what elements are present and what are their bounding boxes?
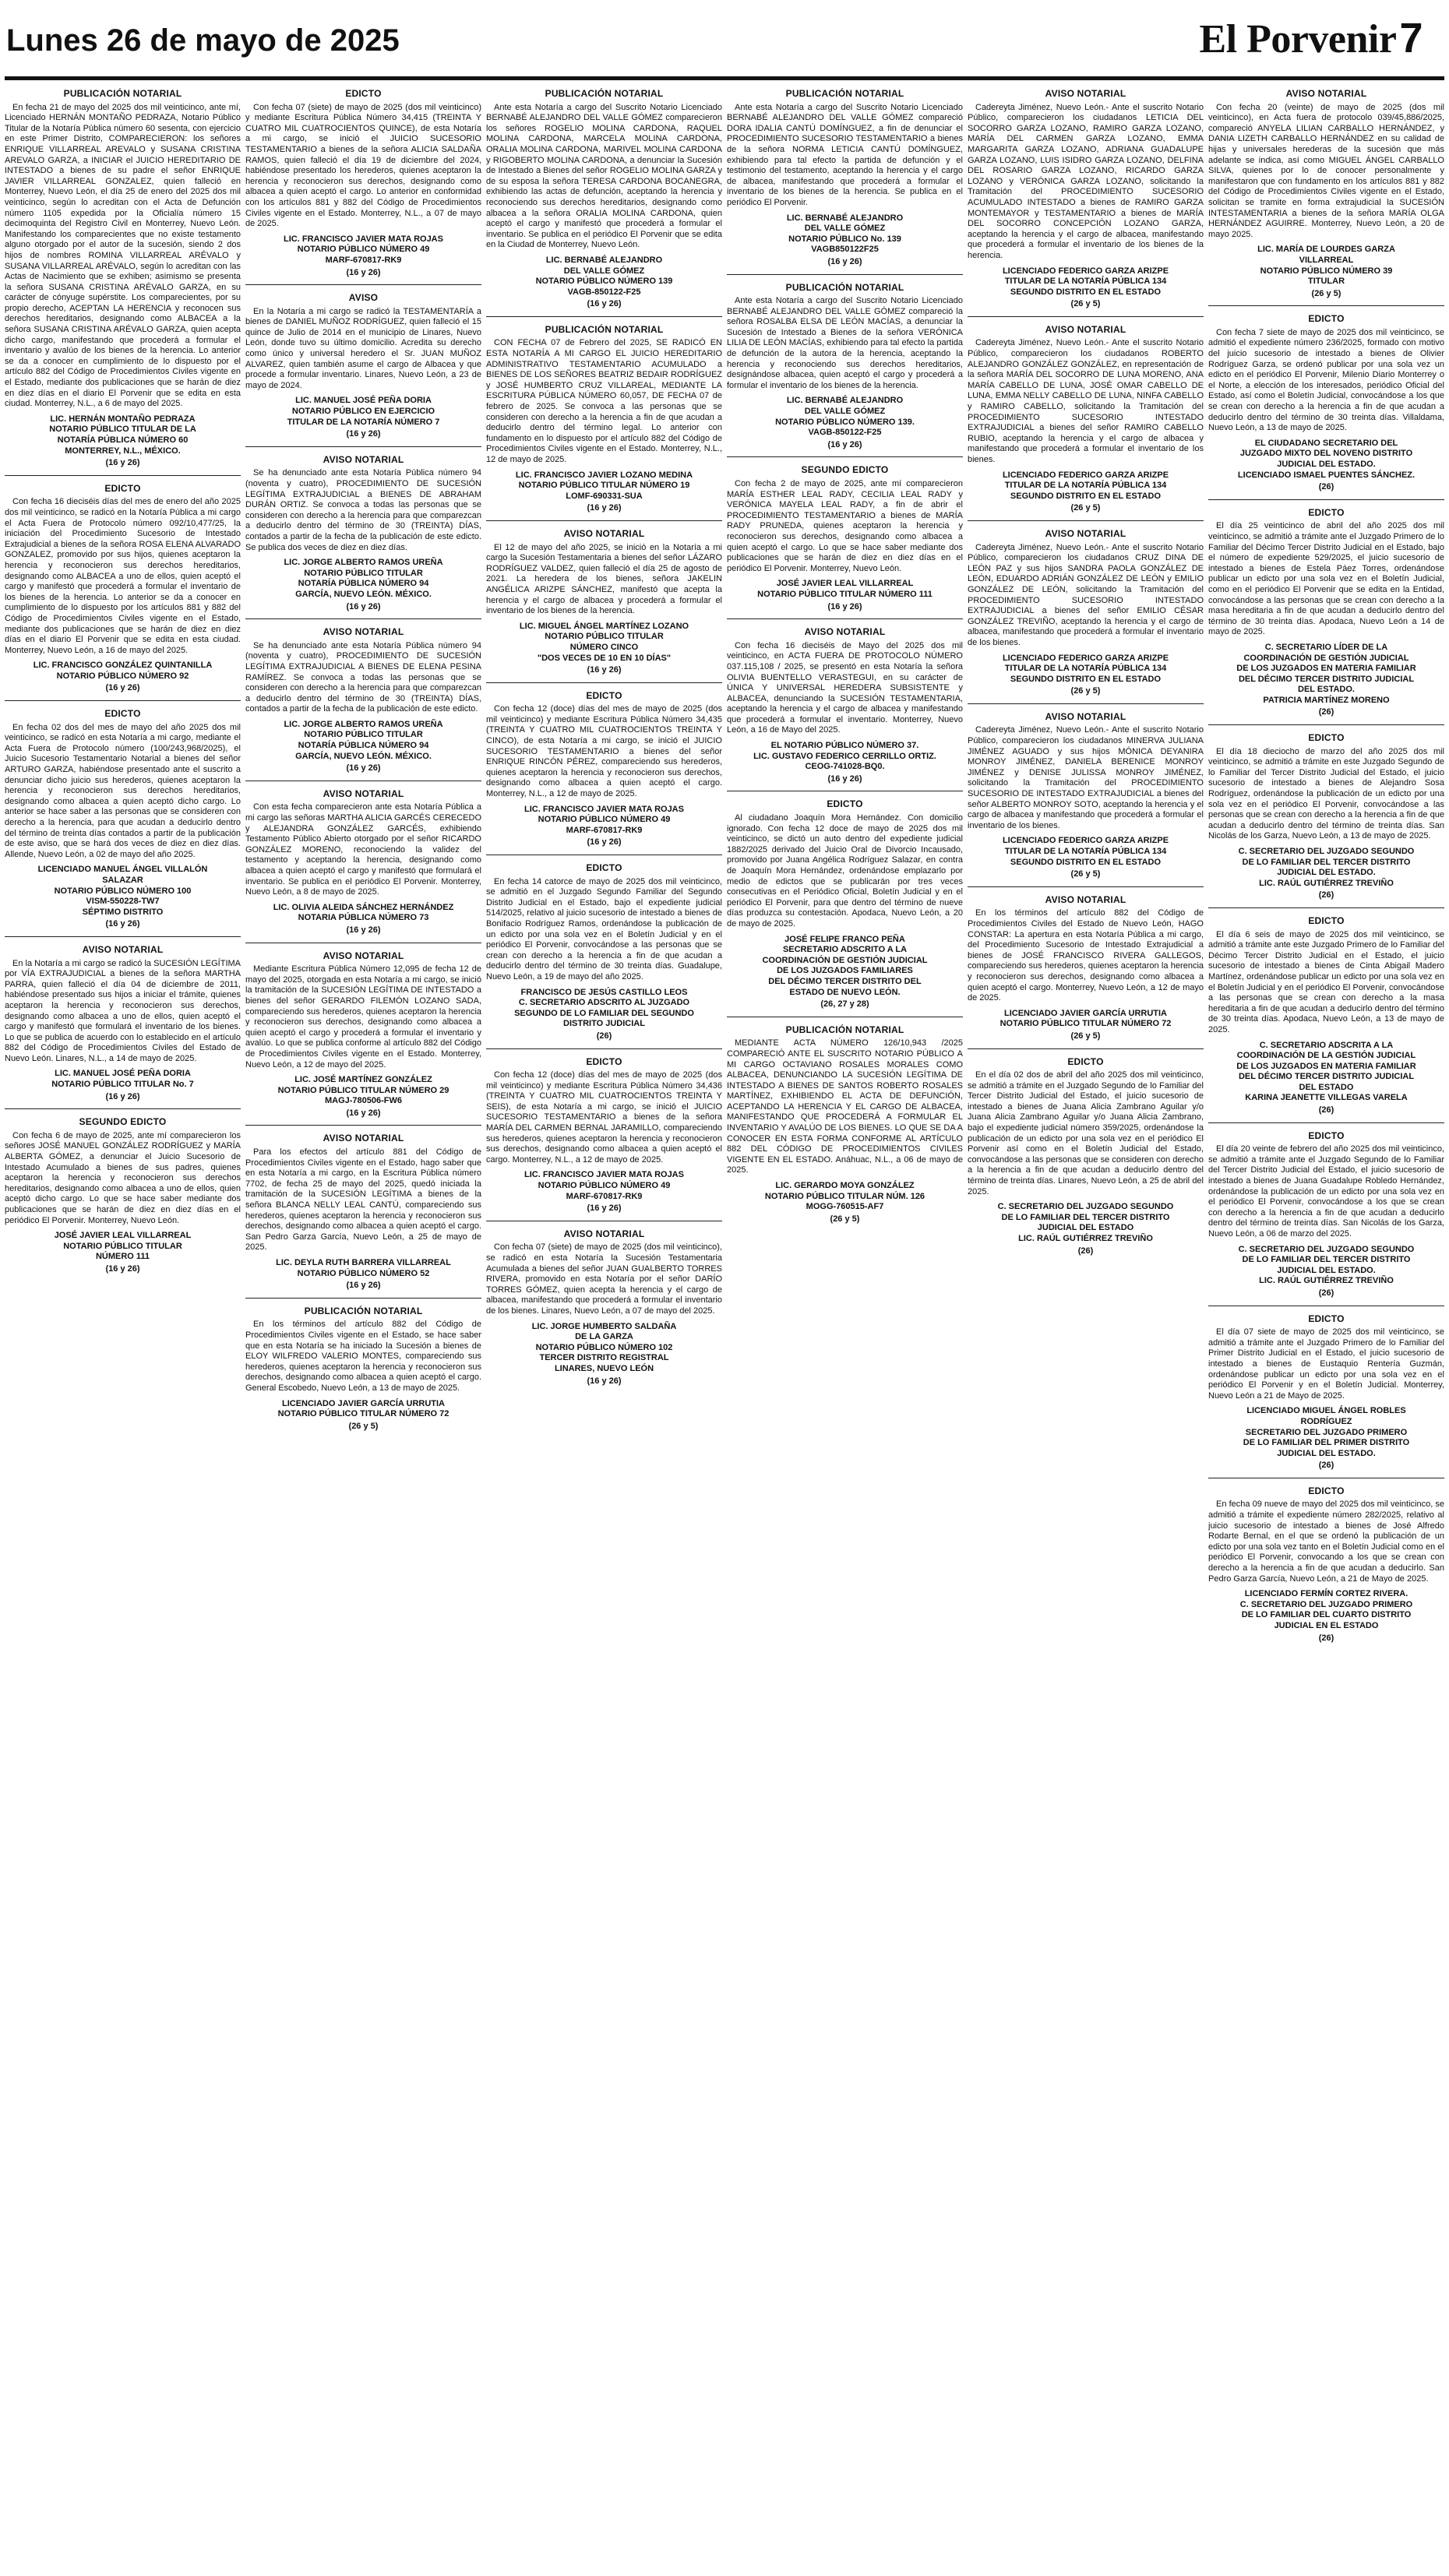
- column-5: [968, 87, 1204, 2564]
- notice-body: En fecha 21 de mayo del 2025 dos mil veinticinco, ante mí, Licenciado HERNÁN MONTAÑO PEDRAZA, Notario Público Titular de la Notaría Pública número 60 sesenta, con ejercicio en este Primer Distrito, COMPARECIERON: los señores ENRIQUE VILLARREAL AREVALO y SUSANA CRISTINA AREVALO GARZA, a INICIAR el JUICIO HEREDITARIO DE INTESTADO a bienes de su padre el señor ENRIQUE JAVIER VILLARREAL GONZALEZ, quien falleció en Monterrey, Nuevo León, el día 25 de enero del 2025 dos mil veinticinco, según lo acreditan con el Acta de Defunción número 1105 expedida por la Oficialía número 15 decimoquinta del Registro Civil en Monterrey, Nuevo León. Manifestando los comparecientes que no existe testamento alguno otorgado por el autor de la sucesión, siendo 2 dos hijos de nombres ROMINA VILLARREAL ARÉVALO y SUSANA VILLARREAL ARÉVALO, según lo acreditan con las Actas de Nacimiento que se exhiben; asimismo se presenta la señora SUSANA CRISTINA ARÉVALO GARZA, en su carácter de cónyuge supérstite. Los comparecientes, por su propio derecho, ACEPTAN LA HERENCIA y reconocen sus derechos hereditarios, designando como ALBACEA a la señora SUSANA CRISTINA ARÉVALO GARZA, quien acepta dicho cargo, manifestando que procederá a formular el inventario y avalúo de los bienes de la herencia. Lo anterior se da a conocer en cumplimiento de lo dispuesto por el artículo 882 del Código de Procedimientos Civiles vigente en el Estado, mediante dos publicaciones que se harán de diez en diez días en el diario El Porvenir que se edita en esta ciudad. Monterrey, N.L., a 6 de mayo del 2025.: [5, 102, 241, 409]
- notice-signature: LIC. JORGE ALBERTO RAMOS UREÑA NOTARIO PÚBLICO TITULAR NOTARÍA PÚBLICA NÚMERO 94 GARCÍA, NUEVO LEÓN. MÉXICO.: [284, 558, 443, 599]
- legal-notice: [727, 627, 963, 791]
- notice-publication-dates: (26): [1077, 1246, 1094, 1256]
- notice-signature: LICENCIADO FEDERICO GARZA ARIZPE TITULAR DE LA NOTARÍA PÚBLICA 134 SEGUNDO DISTRITO EN EL ESTADO: [1002, 470, 1169, 501]
- notice-body: Mediante Escritura Pública Número 12,095 de fecha 12 de mayo del 2025, otorgada en esta Notaría a mi cargo, se inició la tramitación de la SUCESIÓN LEGÍTIMA DE INTESTADO a bienes del señor GERARDO FILEMÓN LOZANO SADA, compareciendo sus herederos, quienes aceptaron la herencia y reconocieron sus derechos, designando como albacea a quien aceptó el cargo y procederá a formular el inventario y avalúo. Lo que se publica conforme al artículo 882 del Código de Procedimientos Civiles vigente en el Estado. Monterrey, Nuevo León, a 12 de mayo del 2025.: [245, 964, 481, 1070]
- legal-notice: [968, 529, 1204, 704]
- legal-notice: [245, 627, 481, 781]
- notice-body: El día 07 siete de mayo de 2025 dos mil veinticinco, se admitió a trámite ante el Juzgado Primero de lo Familiar del Primer Distrito Judicial en el Estado, el juicio sucesorio de intestado a bienes de Eustaquio Rentería Guzmán, ordenándose publicar un edicto por una sola vez en el periódico El Porvenir y en el Boletín Judicial. Monterrey, Nuevo León a 21 de Mayo de 2025.: [1208, 1327, 1444, 1401]
- legal-notice: [245, 951, 481, 1126]
- notice-publication-dates: (26 y 5): [1070, 1031, 1101, 1041]
- notice-signature: JOSÉ FELIPE FRANCO PEÑA SECRETARIO ADSCRITO A LA COORDINACIÓN DE GESTIÓN JUDICIAL DE LOS JUZGADOS FAMILIARES DEL DÉCIMO TERCER DISTRITO DEL ESTADO DE NUEVO LEÓN.: [762, 934, 928, 997]
- notice-publication-dates: (16 y 26): [105, 683, 140, 693]
- notice-signature: LIC. FRANCISCO JAVIER MATA ROJAS NOTARIO PÚBLICO NÚMERO 49 MARF-670817-RK9: [284, 234, 443, 265]
- notice-body: Ante esta Notaría a cargo del Suscrito Notario Licenciado BERNABÉ ALEJANDRO DEL VALLE GÓMEZ comparecieron los señores ROGELIO MOLINA CARDONA, RAQUEL MOLINA CARDONA, MARCELA MOLINA CARDONA, ORALIA MOLINA CARDONA, MARIVEL MOLINA CARDONA y RIGOBERTO MOLINA CARDONA, a denunciar la Sucesión de Intestado a Bienes del señor ROGELIO MOLINA GARZA y de su esposa la señora TERESA CARDONA BOCANEGRA, exhibiendo las actas de defunción, aceptando la herencia y reconociendo sus derechos hereditarios, designando como albacea a la señora ORALIA MOLINA CARDONA, quien aceptó el cargo y manifestó que procederá a formular el inventario. Se publica en el periódico El Porvenir que se edita en la Ciudad de Monterrey, Nuevo León.: [486, 102, 722, 250]
- notice-title: SEGUNDO EDICTO: [801, 464, 889, 476]
- notice-body: Con fecha 20 (veinte) de mayo de 2025 (dos mil veinticinco), en Acta fuera de protocolo 039/45,886/2025, compareció ANYELA LILIAN CARBALLO HERNÁNDEZ, y DANIA LIZETH CARBALLO HERNÁNDEZ en su calidad de hijas y universales herederas de la sucesión que más adelante se indica, así como MIGUEL ÁNGEL CARBALLO SILVA, quienes por lo de conocer personalmente y manifestaron que con fundamento en los artículos 881 y 882 del Código de Procedimientos Civiles vigente en el Estado, solicitan se tramite en forma extrajudicial la SUCESIÓN INTESTAMENTARIA a bienes de la señora MARÍA OLGA HERNÁNDEZ AGUIRRE. Monterrey, Nuevo León, a 20 de mayo 2025.: [1208, 102, 1444, 239]
- notice-body: El día 6 seis de mayo de 2025 dos mil veinticinco, se admitió a trámite ante este Juzgado Primero de lo Familiar del Décimo Tercer Distrito Judicial en el Estado, el juicio sucesorio de intestado a bienes de Cinta Abigail Madero Martínez, ordenándose publicar un edicto por una sola vez en el Boletín Judicial y en el periódico El Porvenir, convocándose a las personas que se crean con derecho a la masa hereditaria a fin de que acudan a deducirlo dentro del término de 30 treinta días. Apodaca, Nuevo León, a 13 de mayo de 2025.: [1208, 929, 1444, 1034]
- notice-title: EDICTO: [1308, 1313, 1345, 1324]
- notice-signature: LIC. BERNABÉ ALEJANDRO DEL VALLE GÓMEZ NOTARIO PÚBLICO NÚMERO 139. VAGB-850122-F25: [775, 396, 915, 438]
- notice-title: SEGUNDO EDICTO: [79, 1116, 167, 1128]
- notice-signature: LIC. JORGE ALBERTO RAMOS UREÑA NOTARIO PÚBLICO TITULAR NOTARÍA PÚBLICA NÚMERO 94 GARCÍA, NUEVO LEÓN. MÉXICO.: [284, 719, 443, 761]
- legal-notice: [5, 1117, 241, 1281]
- notice-title: EDICTO: [586, 862, 622, 873]
- notice-signature: C. SECRETARIO DEL JUZGADO SEGUNDO DE LO FAMILIAR DEL TERCER DISTRITO JUDICIAL DEL ESTADO. LIC. RAÚL GUTIÉRREZ TREVIÑO: [1238, 1244, 1415, 1286]
- notice-body: El día 25 veinticinco de abril del año 2025 dos mil veinticinco, se admitió a trámite ante el Juzgado Primero de lo Familiar del Décimo Tercer Distrito Judicial en el Estado, bajo el número de expediente 529/2025, el juicio sucesorio de intestado a bienes de Estela Páez Torres, ordenándose publicar un edicto por una sola vez en el Boletín Judicial, como en el periódico El Porvenir que se edita en la Entidad, convocándose a las personas que se crean con derecho a la masa hereditaria a fin de que acudan a deducirlo dentro del término de 30 treinta días. Apodaca, Nuevo León a 14 de mayo de 2025.: [1208, 521, 1444, 637]
- legal-notice: [968, 1057, 1204, 1263]
- legal-notice: [1208, 1314, 1444, 1478]
- legal-notice: [727, 1025, 963, 1232]
- notice-signature: LIC. BERNABÉ ALEJANDRO DEL VALLE GÓMEZ NOTARIO PÚBLICO No. 139 VAGB850122F25: [786, 213, 904, 255]
- legal-notice: [727, 465, 963, 619]
- notice-body: Con fecha 7 siete de mayo de 2025 dos mil veinticinco, se admitió el expediente número 236/2025, formado con motivo del juicio sucesorio de intestado a bienes de Olivier Rodríguez Garza, se ordenó publicar por una sola vez un edicto en el periódico El Porvenir, Milenio Diario Monterrey o el Norte, a elección de los interesados, periódico Oficial del Estado, así como el Boletín Judicial, convocándose a los que se crean con derecho a la herencia a fin de que acudan a deducirlo dentro del término de 30 treinta días. Villaldama, Nuevo León, a 13 de mayo de 2025.: [1208, 327, 1444, 433]
- notice-body: Con fecha 12 (doce) días del mes de mayo de 2025 (dos mil veinticinco) y mediante Escritura Pública Número 34,435 (TREINTA Y CUATRO MIL CUATROCIENTOS TREINTA Y CINCO), de esta Notaría a mi cargo, se inició el JUICIO SUCESORIO TESTAMENTARIO a bienes del señor ENRIQUE RINCÓN PÉREZ, compareciendo sus herederos, quienes aceptaron la herencia y reconocieron sus derechos, designando como albacea a quien aceptó el cargo. Monterrey, N.L., a 12 de mayo de 2025.: [486, 704, 722, 799]
- notice-title: AVISO NOTARIAL: [323, 950, 404, 961]
- notice-body: En fecha 02 dos del mes de mayo del año 2025 dos mil veinticinco, se radicó en esta Notaría a mi cargo, mediante el Acta Fuera de Protocolo número (100/243,968/2025), el Juicio Sucesorio Testamentario Notarial a bienes del señor ARTURO GARZA, habiéndose presentado ante el suscrito a denunciar dicho juicio sus herederos, quienes aceptaron la herencia y reconocieron sus derechos hereditarios, designando como albacea a quien aceptó dicho cargo. Lo anterior se hace saber a las personas que se consideren con derecho a la herencia, para que acudan a deducirlo dentro del término de treinta días contados a partir de la publicación de este aviso, que se hará dos veces de diez en diez días. Allende, Nuevo León, a 02 de mayo del año 2025.: [5, 722, 241, 859]
- notice-title: PUBLICACIÓN NOTARIAL: [785, 1024, 904, 1035]
- notice-publication-dates: (26): [1318, 1633, 1334, 1643]
- notice-title: AVISO NOTARIAL: [1045, 710, 1126, 722]
- notice-publication-dates: (26): [1318, 482, 1334, 492]
- notice-title: PUBLICACIÓN NOTARIAL: [304, 1305, 423, 1316]
- notice-body: Ante esta Notaría a cargo del Suscrito Notario Licenciado BERNABÉ ALEJANDRO DEL VALLE GÓMEZ compareció la señora ROSALBA ELSA DE LEÓN MACÍAS, a denunciar la Sucesión de Intestado a Bienes de la señora VERÓNICA LILIA DE LEÓN MACÍAS, exhibiendo para tal efecto la partida de defunción de la autora de la herencia, aceptando la herencia y reconociendo sus derechos hereditarios, designándose albacea, quien aceptó el cargo y procederá a formular el inventario de los bienes de la herencia.: [727, 296, 963, 390]
- notice-body: En los términos del artículo 882 del Código de Procedimientos Civiles vigente en el Estado, se hace saber que en esta Notaría se ha iniciado la Sucesión a bienes de ELOY WILFREDO VALERIO MONTES, compareciendo sus herederos, quienes aceptaron la herencia y reconocieron sus derechos, designando como albacea a quien aceptó el cargo. General Escobedo, Nuevo León, a 13 de mayo de 2025.: [245, 1320, 481, 1393]
- notice-publication-dates: (26 y 5): [348, 1421, 379, 1431]
- notice-publication-dates: (16 y 26): [827, 256, 862, 266]
- notice-body: Se ha denunciado ante esta Notaría Pública número 94 (noventa y cuatro), PROCEDIMIENTO DE SUCESIÓN LEGÍTIMA EXTRAJUDICIAL A BIENES DE ELENA PESINA RAMÍREZ. Se convoca a todas las personas que se consideren con derecho a la herencia para que comparezcan a deducirlo dentro del término de 30 (TREINTA) DÍAS, contados a partir de la fecha de la publicación de este edicto.: [245, 640, 481, 714]
- notice-body: En los términos del artículo 882 del Código de Procedimientos Civiles del Estado de Nuevo León, HAGO CONSTAR: La apertura en esta Notaría Pública a mi cargo, del Procedimiento Sucesorio de Intestado Extrajudicial a bienes de JOSÉ FRANCISCO RIVERA GALLEGOS, compareciendo sus herederos, quienes aceptaron la herencia y reconocieron sus derechos, designando como albacea a quien aceptó el cargo. Monterrey, Nuevo León, a 12 de mayo de 2025.: [968, 908, 1204, 1003]
- notice-signature: LIC. FRANCISCO GONZÁLEZ QUINTANILLA NOTARIO PÚBLICO NÚMERO 92: [33, 661, 213, 681]
- column-2: [245, 87, 481, 2564]
- notice-signature: FRANCISCO DE JESÚS CASTILLO LEOS C. SECRETARIO ADSCRITO AL JUZGADO SEGUNDO DE LO FAMILIAR DEL SEGUNDO DISTRITO JUDICIAL: [514, 987, 694, 1029]
- page-number: 7: [1399, 15, 1423, 62]
- notice-signature: LIC. FRANCISCO JAVIER MATA ROJAS NOTARIO PÚBLICO NÚMERO 49 MARF-670817-RK9: [524, 804, 684, 835]
- notice-title: EDICTO: [1067, 1055, 1104, 1067]
- legal-notice: [245, 89, 481, 285]
- legal-notice: [5, 945, 241, 1109]
- legal-notice: [1208, 508, 1444, 725]
- notice-signature: JOSÉ JAVIER LEAL VILLARREAL NOTARIO PÚBLICO TITULAR NÚMERO 111: [54, 1231, 192, 1262]
- legal-notice: [1208, 1486, 1444, 1650]
- notice-title: AVISO NOTARIAL: [1045, 893, 1126, 905]
- notice-body: Con fecha 16 dieciséis de Mayo del 2025 dos mil veinticinco, en ACTA FUERA DE PROTOCOLO NÚMERO 037.115,108 / 2025, se presentó en esta Notaría la señora OLIVIA BUENTELLO VERASTEGUI, en su carácter de ÚNICA Y UNIVERSAL HEREDERA SUBSISTENTE y ALBACEA, denunciando la SUCESIÓN TESTAMENTARIA, aceptando la herencia y el cargo de albacea y manifestando que procederá a formular el inventario. Monterrey, Nuevo León, a 16 de Mayo del 2025.: [727, 640, 963, 735]
- notice-body: En fecha 09 nueve de mayo del 2025 dos mil veinticinco, se admitió a trámite el expediente número 282/2025, relativo al juicio sucesorio de intestado a bienes de José Alfredo Rodarte Bernal, en el que se ordenó la publicación de un edicto por una sola vez tanto en el Boletín Judicial como en el periódico El Porvenir, convocando a los que se crean con derecho a la herencia a fin de que acudan a deducirlo. San Pedro Garza García, Nuevo León, a 21 de Mayo de 2025.: [1208, 1499, 1444, 1584]
- notice-signature: LIC. JOSÉ MARTÍNEZ GONZÁLEZ NOTARIO PÚBLICO TITULAR NÚMERO 29 MAGJ-780506-FW6: [277, 1075, 450, 1106]
- legal-notice: [968, 712, 1204, 887]
- notice-publication-dates: (26): [1318, 1461, 1334, 1471]
- notice-signature: LIC. FRANCISCO JAVIER LOZANO MEDINA NOTARIO PÚBLICO TITULAR NÚMERO 19 LOMF-690331-SUA: [515, 470, 693, 501]
- notice-title: EDICTO: [345, 88, 382, 99]
- notice-publication-dates: (26 y 5): [1070, 299, 1101, 309]
- notice-publication-dates: (16 y 26): [346, 1108, 381, 1118]
- legal-notice: [727, 89, 963, 275]
- notice-body: Con fecha 07 (siete) de mayo de 2025 (dos mil veinticinco), se radicó en esta Notaría la Sucesión Testamentaria Acumulada a bienes del señor JUAN GUALBERTO TORRES RIVERA, promovido en esta Notaría por el señor DARÍO TORRES GÓMEZ, quien acepta la herencia y el cargo de albacea, manifestando que procederá a formular el inventario de los bienes. Linares, Nuevo León, a 07 de mayo del 2025.: [486, 1242, 722, 1316]
- notice-title: AVISO: [348, 292, 379, 304]
- notice-signature: LICENCIADO JAVIER GARCÍA URRUTIA NOTARIO PÚBLICO TITULAR NÚMERO 72: [999, 1008, 1172, 1029]
- notice-signature: LICENCIADO MANUEL ÁNGEL VILLALÓN SALAZAR NOTARIO PÚBLICO NÚMERO 100 VISM-550228-TW7 SÉPTIMO DISTRITO: [37, 865, 208, 917]
- notice-publication-dates: (26): [1318, 1288, 1334, 1298]
- legal-notice: [486, 691, 722, 855]
- notice-signature: LIC. MARÍA DE LOURDES GARZA VILLARREAL NOTARIO PÚBLICO NÚMERO 39 TITULAR: [1257, 245, 1395, 287]
- notice-signature: EL NOTARIO PÚBLICO NÚMERO 37. LIC. GUSTAVO FEDERICO CERRILLO ORTIZ. CEOG-741028-BQ0.: [753, 741, 936, 772]
- notice-publication-dates: (26 y 5): [1070, 869, 1101, 879]
- notice-publication-dates: (16 y 26): [105, 458, 140, 468]
- legal-notice: [486, 1057, 722, 1221]
- notice-signature: LICENCIADO FEDERICO GARZA ARIZPE TITULAR DE LA NOTARÍA PÚBLICA 134 SEGUNDO DISTRITO EN EL ESTADO: [1002, 266, 1169, 297]
- notice-body: En la Notaría a mi cargo se radicó la TESTAMENTARÍA a bienes de DANIEL MUÑOZ RODRÍGUEZ, quien falleció el 15 quince de Julio de 2014 en el municipio de Linares, Nuevo León, donde tuvo su último domicilio. Acredita su derecho como único y universal heredero el Sr. JUAN MUÑOZ ALVAREZ, quien también asume el cargo de Albacea y que procede a formular inventario. Linares, Nuevo León, a 23 de mayo de 2024.: [245, 306, 481, 390]
- legal-notice: [968, 325, 1204, 521]
- notice-body: El día 18 dieciocho de marzo del año 2025 dos mil veinticinco, se admitió a trámite en este Juzgado Segundo de lo Familiar del Tercer Distrito Judicial del Estado, el juicio sucesorio de intestado a bienes de Alejandro Sosa Rodríguez, ordenándose la publicación de un edicto por una sola vez en el periódico El Porvenir, convocándose a las personas que se crean con derecho a la herencia a fin de que acudan a deducirlo dentro del término de treinta días. San Nicolás de los Garza, Nuevo León, a 13 de mayo de 2025.: [1208, 746, 1444, 841]
- notice-publication-dates: (16 y 26): [827, 601, 862, 611]
- notice-signature: LIC. OLIVIA ALEIDA SÁNCHEZ HERNÁNDEZ NOTARIA PÚBLICA NÚMERO 73: [273, 902, 454, 923]
- notice-signature: LICENCIADO MIGUEL ÁNGEL ROBLES RODRÍGUEZ SECRETARIO DEL JUZGADO PRIMERO DE LO FAMILIAR DEL PRIMER DISTRITO JUDICIAL DEL ESTADO.: [1243, 1406, 1410, 1458]
- legal-notice: [245, 1133, 481, 1298]
- newspaper-brand: [1199, 14, 1423, 62]
- notice-publication-dates: (16 y 26): [346, 601, 381, 611]
- column-6: [1208, 87, 1444, 2564]
- notice-body: Cadereyta Jiménez, Nuevo León.- Ante el suscrito Notario Público, comparecieron los ciudadanos MINERVA JULIANA JIMÉNEZ AGUADO y sus hijos MÓNICA DEYANIRA MONROY JIMÉNEZ, DANIELA BERENICE MONROY JIMÉNEZ y DENISE JULISSA MONROY JIMÉNEZ, solicitando la Tramitación del PROCEDIMIENTO SUCESORIO DE INTESTADO EXTRAJUDICIAL a bienes del señor ALBERTO MONROY SOTO, aceptando la herencia y el cargo de albacea y manifestando que procederá a formular el inventario de los bienes.: [968, 725, 1204, 830]
- notice-publication-dates: (16 y 26): [587, 665, 622, 675]
- notice-signature: LIC. BERNABÉ ALEJANDRO DEL VALLE GÓMEZ NOTARIO PÚBLICO NÚMERO 139 VAGB-850122-F25: [535, 255, 673, 297]
- notice-title: AVISO NOTARIAL: [323, 453, 404, 465]
- notice-title: AVISO NOTARIAL: [323, 788, 404, 799]
- notice-publication-dates: (26 y 5): [830, 1214, 860, 1224]
- notice-title: EDICTO: [104, 482, 141, 494]
- notice-body: Con fecha 16 dieciséis días del mes de enero del año 2025 dos mil veinticinco, se radicó en la Notaría Pública a mi cargo el Acta Fuera de Protocolo número 092/10,477/25, la iniciación del Procedimiento Sucesorio de Intestado Extrajudicial a bienes de la señora ROSA ELENA ALVARADO GONZALEZ, promovido por sus hijos, quienes aceptaron la herencia y reconocieron sus derechos hereditarios, designando como ALBACEA a uno de ellos, quien aceptó el cargo y manifestó que procederá a formular el inventario de los bienes de la herencia. Lo anterior se da a conocer en cumplimiento de lo dispuesto por los artículos 881 y 882 del Código de Procedimientos Civiles vigente en el Estado, mediante dos publicaciones que se harán de diez en diez días en el diario El Porvenir que se edita en esta ciudad. Monterrey, Nuevo León, a 16 de mayo del 2025.: [5, 497, 241, 655]
- notice-body: Para los efectos del artículo 881 del Código de Procedimientos Civiles vigente en el Estado, hago saber que en esta Notaría a mi cargo, en la Escritura Pública número 7702, de fecha 25 de mayo del 2025, quedó iniciada la tramitación de la SUCESIÓN LEGÍTIMA a bienes de la señora BLANCA NELLY LEAL CANTÚ, compareciendo sus herederos, quienes aceptaron la herencia y reconocieron sus derechos, designando como albacea a quien aceptó el cargo. San Pedro Garza García, Nuevo León, a 25 de mayo de 2025.: [245, 1147, 481, 1253]
- column-4: [727, 87, 963, 2564]
- notice-body: El 12 de mayo del año 2025, se inició en la Notaría a mi cargo la Sucesión Testamentaria a bienes del señor LÁZARO RODRÍGUEZ VALDEZ, quien falleció el día 25 de agosto de 2021. La heredera de los bienes, señora JAKELIN ANGÉLICA ARIZPE SÁNCHEZ, manifestó que acepta la herencia y el cargo de albacea y procederá a formular el inventario de los bienes de la herencia.: [486, 542, 722, 616]
- column-3: [486, 87, 722, 2564]
- legal-notice: [1208, 314, 1444, 500]
- legal-notice: [5, 709, 241, 937]
- legal-notice: [5, 484, 241, 701]
- notice-title: EDICTO: [1308, 732, 1345, 744]
- notice-title: EDICTO: [1308, 914, 1345, 926]
- notice-title: PUBLICACIÓN NOTARIAL: [785, 281, 904, 293]
- notice-title: EDICTO: [1308, 1485, 1345, 1496]
- legal-notice: [968, 89, 1204, 317]
- notice-body: Ante esta Notaría a cargo del Suscrito Notario Licenciado BERNABÉ ALEJANDRO DEL VALLE GÓMEZ compareció DORA IDALIA CANTÚ DOMÍNGUEZ, a fin de denunciar el PROCEDIMIENTO SUCESORIO TESTAMENTARIO a bienes de la señora NORMA LETICIA CANTÚ DOMÍNGUEZ, exhibiendo para tal efecto la partida de defunción y el testimonio del testamento, aceptando la herencia y el cargo de albacea, manifestando que procederá a formular el inventario de los bienes de la herencia. Se publica en el periódico El Porvenir.: [727, 102, 963, 207]
- notice-publication-dates: (26): [1318, 707, 1334, 717]
- notice-publication-dates: (26): [1318, 890, 1334, 900]
- notice-body: En la Notaría a mi cargo se radicó la SUCESIÓN LEGÍTIMA por VÍA EXTRAJUDICIAL a bienes de la señora MARTHA PARRA, quien falleció el día 04 de diciembre de 2011, habiéndose presentado sus hijos a iniciar el trámite, quienes aceptaron la herencia y reconocieron sus derechos, designando como albacea a uno de ellos, quien aceptó el cargo y manifestó que formulará el inventario de los bienes. Lo que se publica de acuerdo con lo establecido en el artículo 882 del Código de Procedimientos Civiles del Estado de Nuevo León. Linares, N.L., a 14 de mayo de 2025.: [5, 958, 241, 1063]
- notice-signature: LICENCIADO FEDERICO GARZA ARIZPE TITULAR DE LA NOTARÍA PÚBLICA 134 SEGUNDO DISTRITO EN EL ESTADO: [1002, 653, 1169, 684]
- notice-signature: JOSÉ JAVIER LEAL VILLARREAL NOTARIO PÚBLICO TITULAR NÚMERO 111: [757, 579, 933, 599]
- notice-title: AVISO NOTARIAL: [1045, 88, 1126, 99]
- notice-title: EDICTO: [586, 689, 622, 701]
- notice-title: EDICTO: [104, 708, 141, 720]
- notice-signature: C. SECRETARIO ADSCRITA A LA COORDINACIÓN DE LA GESTIÓN JUDICIAL DE LOS JUZGADOS EN MATERIA FAMILIAR DEL DÉCIMO TERCER DISTRITO JUDICIAL DEL ESTADO KARINA JEANETTE VILLEGAS VARELA: [1236, 1040, 1416, 1103]
- column-1: [5, 87, 241, 2564]
- notice-publication-dates: (26): [1318, 1105, 1334, 1115]
- notice-title: AVISO NOTARIAL: [563, 527, 645, 539]
- notices-columns: [5, 87, 1444, 2564]
- notice-title: PUBLICACIÓN NOTARIAL: [545, 88, 664, 99]
- notice-title: AVISO NOTARIAL: [1045, 527, 1126, 539]
- notice-publication-dates: (16 y 26): [587, 1376, 622, 1386]
- notice-title: AVISO NOTARIAL: [82, 943, 164, 955]
- notice-publication-dates: (16 y 26): [346, 763, 381, 774]
- notice-publication-dates: (16 y 26): [346, 1281, 381, 1291]
- notice-signature: LIC. JORGE HUMBERTO SALDAÑA DE LA GARZA NOTARIO PÚBLICO NÚMERO 102 TERCER DISTRITO REGISTRAL LINARES, NUEVO LEÓN: [531, 1321, 677, 1373]
- notice-publication-dates: (16 y 26): [587, 837, 622, 848]
- notice-body: Con esta fecha comparecieron ante esta Notaría Pública a mi cargo las señoras MARTHA ALICIA GARCÉS CERECEDO y ALEJANDRA GONZÁLEZ GARCÉS, exhibiendo Testamento Público Abierto otorgado por el señor RICARDO GONZÁLEZ MORENO, reconociendo la validez del testamento y aceptando la herencia, designando como albacea a quien aceptó el cargo y manifestó que formulará el inventario. Se publica en el periódico El Porvenir. Monterrey, Nuevo León, a 8 de mayo de 2025.: [245, 802, 481, 897]
- notice-title: EDICTO: [1308, 313, 1345, 325]
- notice-title: EDICTO: [586, 1055, 622, 1067]
- notice-body: En fecha 14 catorce de mayo de 2025 dos mil veinticinco, se admitió en el Juzgado Segundo Familiar del Segundo Distrito Judicial en el Estado, bajo el expediente judicial 514/2025, relativo al juicio sucesorio de intestado a bienes de Bonifacio Rodríguez Ramos, ordenándose la publicación de un edicto por una sola vez en el Boletín Judicial y en el periódico El Porvenir, convocándose a las personas que se crean con derecho a la herencia a fin de que acudan a deducirlo dentro del término de 30 treinta días. Guadalupe, Nuevo León, a 19 de mayo del año 2025.: [486, 876, 722, 981]
- notice-publication-dates: (16 y 26): [105, 919, 140, 929]
- notice-body: Cadereyta Jiménez, Nuevo León.- Ante el suscrito Notario Público, comparecieron los ciudadanos CRUZ DINA DE LEÓN PAZ y sus hijos SANDRA PAOLA GONZÁLEZ DE LEÓN, EDUARDO ADRIÁN GONZÁLEZ DE LEÓN y EMILIO GONZÁLEZ DE LEÓN, solicitando la Tramitación del PROCEDIMIENTO SUCESORIO INTESTADO EXTRAJUDICIAL a bienes del señor EMILIO CÉSAR GONZÁLEZ TREVIÑO, aceptando la herencia y el cargo de albacea, manifestando que procederá a formular el inventario de los bienes.: [968, 542, 1204, 647]
- notice-publication-dates: (16 y 26): [346, 267, 381, 277]
- legal-notice: [1208, 916, 1444, 1123]
- notice-title: PUBLICACIÓN NOTARIAL: [785, 88, 904, 99]
- legal-notice: [1208, 1131, 1444, 1306]
- notice-title: EDICTO: [1308, 1129, 1345, 1141]
- notice-title: AVISO NOTARIAL: [323, 626, 404, 638]
- notice-title: AVISO NOTARIAL: [323, 1133, 404, 1144]
- notice-body: Con fecha 07 (siete) de mayo de 2025 (dos mil veinticinco) y mediante Escritura Pública Número 34,415 (TREINTA Y CUATRO MIL CUATROCIENTOS QUINCE), de esta Notaría a mi cargo, se inició el JUICIO SUCESORIO TESTAMENTARIO a bienes de la señora ALICIA SALDAÑA RAMOS, quien falleció el día 19 de diciembre del 2024, habiéndose presentado los herederos, quienes aceptaron la herencia y reconocieron sus derechos, designando como albacea a quien aceptó el cargo. Lo anterior en conformidad con los artículos 881 y 882 del Código de Procedimientos Civiles vigente en el Estado. Monterrey, N.L., a 07 de mayo de 2025.: [245, 102, 481, 229]
- notice-publication-dates: (26 y 5): [1070, 503, 1101, 513]
- notice-signature: LIC. DEYLA RUTH BARRERA VILLARREAL NOTARIO PÚBLICO NÚMERO 52: [276, 1258, 451, 1278]
- legal-notice: [245, 1306, 481, 1439]
- legal-notice: [5, 89, 241, 476]
- notice-publication-dates: (26 y 5): [1070, 686, 1101, 696]
- notice-body: Cadereyta Jiménez, Nuevo León.- Ante el suscrito Notario Público, comparecieron los ciudadanos LETICIA DEL SOCORRO GARZA LOZANO, RAMIRO GARZA LOZANO, MARÍA DEL CARMEN GARZA LOZANO, EMMA MARGARITA GARZA LOZANO, ADRIANA GUADALUPE GARZA LOZANO, LUIS ISIDRO GARZA LOZANO, DELFINA DEL ROSARIO GARZA LOZANO, RICARDO GARZA LOZANO y VERÓNICA GARZA LOZANO, solicitando la Tramitación del PROCEDIMIENTO SUCESORIO ACUMULADO INTESTADO a bienes de RAMIRO GARZA MONTEMAYOR y TESTAMENTARIO a bienes de MARÍA DEL SOCORRO CONCEPCIÓN LOZANO GARZA, aceptando la herencia y el cargo de albacea, manifestando que procederá a formular el inventario de los bienes de la herencia.: [968, 102, 1204, 260]
- legal-notice: [486, 863, 722, 1049]
- legal-notice: [968, 895, 1204, 1049]
- notice-signature: LIC. GERARDO MOYA GONZÁLEZ NOTARIO PÚBLICO TITULAR NÚM. 126 MOGG-760515-AF7: [764, 1181, 925, 1212]
- legal-notice: [486, 325, 722, 521]
- legal-notice: [486, 529, 722, 683]
- notice-body: MEDIANTE ACTA NÚMERO 126/10,943 /2025 COMPARECIÓ ANTE EL SUSCRITO NOTARIO PÚBLICO A MI CARGO OCTAVIANO ROSALES MORALES COMO ALBACEA, DENUNCIANDO LA SUCESIÓN LEGÍTIMA DE INTESTADO A BIENES DE SANTOS ROBERTO ROSALES MARTÍNEZ, EXHIBIENDO EL ACTA DE DEFUNCIÓN, ACEPTANDO LA HERENCIA Y EL CARGO DE ALBACEA, MANIFESTANDO QUE PROCEDERÁ A FORMULAR EL INVENTARIO Y AVALÚO DE LOS BIENES. LO QUE SE DA A CONOCER EN ESTA FORMA CONFORME AL ARTÍCULO 882 DEL CÓDIGO DE PROCEDIMIENTOS CIVILES VIGENTE EN EL ESTADO. Anáhuac, N.L., a 06 de mayo de 2025.: [727, 1038, 963, 1175]
- notice-title: EDICTO: [1308, 506, 1345, 518]
- notice-signature: LIC. HERNÁN MONTAÑO PEDRAZA NOTARIO PÚBLICO TITULAR DE LA NOTARÍA PÚBLICA NÚMERO 60 MONTERREY, N.L., MÉXICO.: [49, 414, 196, 456]
- notice-title: AVISO NOTARIAL: [1285, 88, 1367, 99]
- notice-title: AVISO NOTARIAL: [1045, 323, 1126, 335]
- notice-body: Cadereyta Jiménez, Nuevo León.- Ante el suscrito Notario Público, comparecieron los ciudadanos ROBERTO ALEJANDRO GONZÁLEZ GONZÁLEZ, en representación de la señora MARÍA DEL SOCORRO DE LUNA MORENO, ANA MARÍA CABELLO DE LUNA, JOSÉ OMAR CABELLO DE LUNA, EMMA NELLY CABELLO DE LUNA, NINFA CABELLO y RAMIRO CABELLO, solicitando la Tramitación del PROCEDIMIENTO SUCESORIO INTESTADO EXTRAJUDICIAL a bienes del señor RAMIRO CABELLO RUBIO, aceptando la herencia y el cargo de albacea y manifestando que procederá a formular el inventario de los bienes.: [968, 338, 1204, 464]
- notice-title: PUBLICACIÓN NOTARIAL: [63, 88, 182, 99]
- notice-signature: LIC. MANUEL JOSÉ PEÑA DORIA NOTARIO PÚBLICO EN EJERCICIO TITULAR DE LA NOTARÍA NÚMERO 7: [287, 396, 440, 427]
- legal-notice: [727, 283, 963, 458]
- legal-notice: [1208, 733, 1444, 908]
- legal-notice: [486, 89, 722, 317]
- notice-publication-dates: (26): [596, 1031, 612, 1041]
- notice-title: AVISO NOTARIAL: [563, 1228, 645, 1239]
- notice-body: En el día 02 dos de abril del año 2025 dos mil veinticinco, se admitió a trámite en el Juzgado Segundo de lo Familiar del Tercer Distrito Judicial del Estado, el juicio sucesorio de intestado a bienes de Juana Alicia Zambrano Aguilar y/o Juana Alicia Zambrano Aguilar y/o Juana Alicia Zambrano, bajo el expediente judicial número 359/2025, ordenándose la publicación de un edicto por una sola vez en el periódico El Porvenir así como en el Boletín Judicial del Estado, convocándose a las personas que se consideren con derecho a la herencia a fin de que acudan a deducirlo dentro del término de treinta días. Linares, Nuevo León, a 25 de abril del 2025.: [968, 1070, 1204, 1196]
- notice-body: Con fecha 6 de mayo de 2025, ante mí comparecieron los señores JOSÉ MANUEL GONZÁLEZ RODRÍGUEZ y MARÍA ALBERTA GÓMEZ, a denunciar el Juicio Sucesorio de Intestado Acumulado a bienes de sus padres, quienes aceptaron la herencia y reconocieron sus derechos hereditarios, designando como albacea a uno de ellos, quien aceptó dicho cargo. Lo que se hace saber mediante dos publicaciones que se harán de diez en diez días en el periódico El Porvenir. Monterrey, Nuevo León.: [5, 1130, 241, 1225]
- notice-title: AVISO NOTARIAL: [804, 626, 886, 638]
- notice-signature: LIC. MANUEL JOSÉ PEÑA DORIA NOTARIO PÚBLICO TITULAR No. 7: [51, 1069, 194, 1090]
- notice-signature: LICENCIADO JAVIER GARCÍA URRUTIA NOTARIO PÚBLICO TITULAR NÚMERO 72: [277, 1398, 450, 1419]
- notice-publication-dates: (26 y 5): [1311, 288, 1341, 298]
- notice-body: Con fecha 12 (doce) días del mes de mayo de 2025 (dos mil veinticinco) y mediante Escritura Pública Número 34,436 (TREINTA Y CUATRO MIL CUATROCIENTOS TREINTA Y SEIS), de esta Notaría a mi cargo, se inició el JUICIO SUCESORIO TESTAMENTARIO a bienes de la señora MARÍA DEL CARMEN BERNAL JARAMILLO, compareciendo sus herederos, quienes aceptaron la herencia y reconocieron sus derechos, designando como albacea a quien aceptó el cargo. Monterrey, N.L., a 12 de mayo de 2025.: [486, 1070, 722, 1165]
- notice-publication-dates: (26, 27 y 28): [820, 999, 869, 1010]
- notice-body: Al ciudadano Joaquín Mora Hernández. Con domicilio ignorado. Con fecha 12 doce de mayo de 2025 dos mil veinticinco, se dictó un auto dentro del expediente judicial 1882/2025 derivado del Juicio Oral de Divorcio Incausado, promovido por Juana Angélica Rodríguez Salazar, en contra de Joaquín Mora Hernández, ordenándose emplazarlo por medio de edictos que se publicarán por tres veces consecutivas en el Periódico Oficial, Boletín Judicial y en el periódico El Porvenir, para que dentro del término de nueve días produzca su contestación. Apodaca, Nuevo León, a 20 de mayo de 2025.: [727, 813, 963, 929]
- notice-publication-dates: (16 y 26): [346, 429, 381, 439]
- notice-body: Se ha denunciado ante esta Notaría Pública número 94 (noventa y cuatro), PROCEDIMIENTO DE SUCESIÓN LEGÍTIMA EXTRAJUDICIAL a BIENES DE ABRAHAM DURÁN ORTIZ. Se convoca a todas las personas que se consideren con derecho a la herencia para que comparezcan a deducirlo dentro del término de 30 (TREINTA) DÍAS, contados a partir de la fecha de la publicación de este edicto. Se publica dos veces de diez en diez días.: [245, 468, 481, 552]
- legal-notice: [486, 1229, 722, 1393]
- legal-notice: [245, 455, 481, 619]
- issue-date: Lunes 26 de mayo de 2025: [6, 23, 400, 58]
- notice-body: Con fecha 2 de mayo de 2025, ante mí comparecieron MARÍA ESTHER LEAL RADY, CECILIA LEAL RADY y VERÓNICA MAYELA LEAL RADY, a fin de abrir el PROCEDIMIENTO TESTAMENTARIO a bienes de MARÍA RADY PRUNEDA, quienes aceptaron la herencia y reconocieron sus derechos, designando como albacea a quien aceptó el cargo. Lo que se hace saber mediante dos publicaciones que se harán de diez en diez días en el periódico El Porvenir. Monterrey, Nuevo León.: [727, 479, 963, 573]
- notice-publication-dates: (16 y 26): [587, 299, 622, 309]
- notice-publication-dates: (16 y 26): [827, 774, 862, 784]
- legal-notice: [727, 799, 963, 1017]
- legal-notice: [245, 789, 481, 943]
- masthead: [0, 0, 1449, 74]
- masthead-rule: [5, 76, 1444, 80]
- notice-signature: LICENCIADO FEDERICO GARZA ARIZPE TITULAR DE LA NOTARÍA PÚBLICA 134 SEGUNDO DISTRITO EN EL ESTADO: [1002, 836, 1169, 867]
- notice-signature: EL CIUDADANO SECRETARIO DEL JUZGADO MIXTO DEL NOVENO DISTRITO JUDICIAL DEL ESTADO. LICENCIADO ISMAEL PUENTES SÁNCHEZ.: [1237, 438, 1416, 480]
- notice-title: EDICTO: [827, 798, 863, 810]
- notice-signature: LICENCIADO FERMÍN CORTEZ RIVERA. C. SECRETARIO DEL JUZGADO PRIMERO DE LO FAMILIAR DEL CUARTO DISTRITO JUDICIAL EN EL ESTADO: [1239, 1589, 1413, 1630]
- notice-signature: LIC. MIGUEL ÁNGEL MARTÍNEZ LOZANO NOTARIO PÚBLICO TITULAR NÚMERO CINCO "DOS VECES DE 10 EN 10 DÍAS": [519, 621, 689, 663]
- legal-notice: [245, 293, 481, 447]
- notice-publication-dates: (16 y 26): [105, 1091, 140, 1101]
- notice-signature: C. SECRETARIO DEL JUZGADO SEGUNDO DE LO FAMILIAR DEL TERCER DISTRITO JUDICIAL DEL ESTADO. LIC. RAÚL GUTIÉRREZ TREVIÑO: [1238, 847, 1415, 888]
- notice-publication-dates: (16 y 26): [105, 1263, 140, 1274]
- notice-title: PUBLICACIÓN NOTARIAL: [545, 323, 664, 335]
- notice-signature: C. SECRETARIO LÍDER DE LA COORDINACIÓN DE GESTIÓN JUDICIAL DE LOS JUZGADOS EN MATERIA FAMILIAR DEL DÉCIMO TERCER DISTRITO JUDICIAL DEL ESTADO. PATRICIA MARTÍNEZ MORENO: [1236, 642, 1416, 705]
- notice-body: El día 20 veinte de febrero del año 2025 dos mil veinticinco, se admitió a trámite ante el Juzgado Segundo de lo Familiar del Tercer Distrito Judicial del Estado, el juicio sucesorio de intestado a bienes de Juana Guadalupe Robledo Hernández, ordenándose la publicación de un edicto por una sola vez en el periódico El Porvenir, convocándose a los que se crean con derecho a la herencia a fin de que acudan a deducirlo dentro del término de treinta días. San Nicolás de los Garza, Nuevo León, a 06 de marzo del 2025.: [1208, 1144, 1444, 1239]
- notice-publication-dates: (16 y 26): [587, 1203, 622, 1214]
- newspaper-name: El Porvenir: [1199, 17, 1397, 62]
- legal-notice: [1208, 89, 1444, 306]
- notice-signature: C. SECRETARIO DEL JUZGADO SEGUNDO DE LO FAMILIAR DEL TERCER DISTRITO JUDICIAL DEL ESTADO LIC. RAÚL GUTIÉRREZ TREVIÑO: [997, 1202, 1174, 1243]
- notice-body: CON FECHA 07 de Febrero del 2025, SE RADICÓ EN ESTA NOTARÍA A MI CARGO EL JUICIO HEREDITARIO ADMINISTRATIVO TESTAMENTARIO ACUMULADO a BIENES DE LOS SEÑORES BEATRIZ BEDAIR RODRÍGUEZ y JOSÉ HUMBERTO CRUZ VILLAREAL, MEDIANTE LA ESCRITURA PÚBLICA NÚMERO 60,057, DE FECHA 07 de febrero de 2025. Se convoca a las personas que se consideren con derecho a la herencia a fin de que acudan a deducirlo dentro del término legal. Lo anterior con fundamento en lo dispuesto por el artículo 882 del Código de Procedimientos Civiles vigente en el Estado. Monterrey, N.L., 12 de mayo de 2025.: [486, 338, 722, 464]
- notice-signature: LIC. FRANCISCO JAVIER MATA ROJAS NOTARIO PÚBLICO NÚMERO 49 MARF-670817-RK9: [524, 1170, 684, 1201]
- notice-publication-dates: (16 y 26): [827, 439, 862, 449]
- notice-publication-dates: (16 y 26): [587, 503, 622, 513]
- notice-publication-dates: (16 y 26): [346, 925, 381, 935]
